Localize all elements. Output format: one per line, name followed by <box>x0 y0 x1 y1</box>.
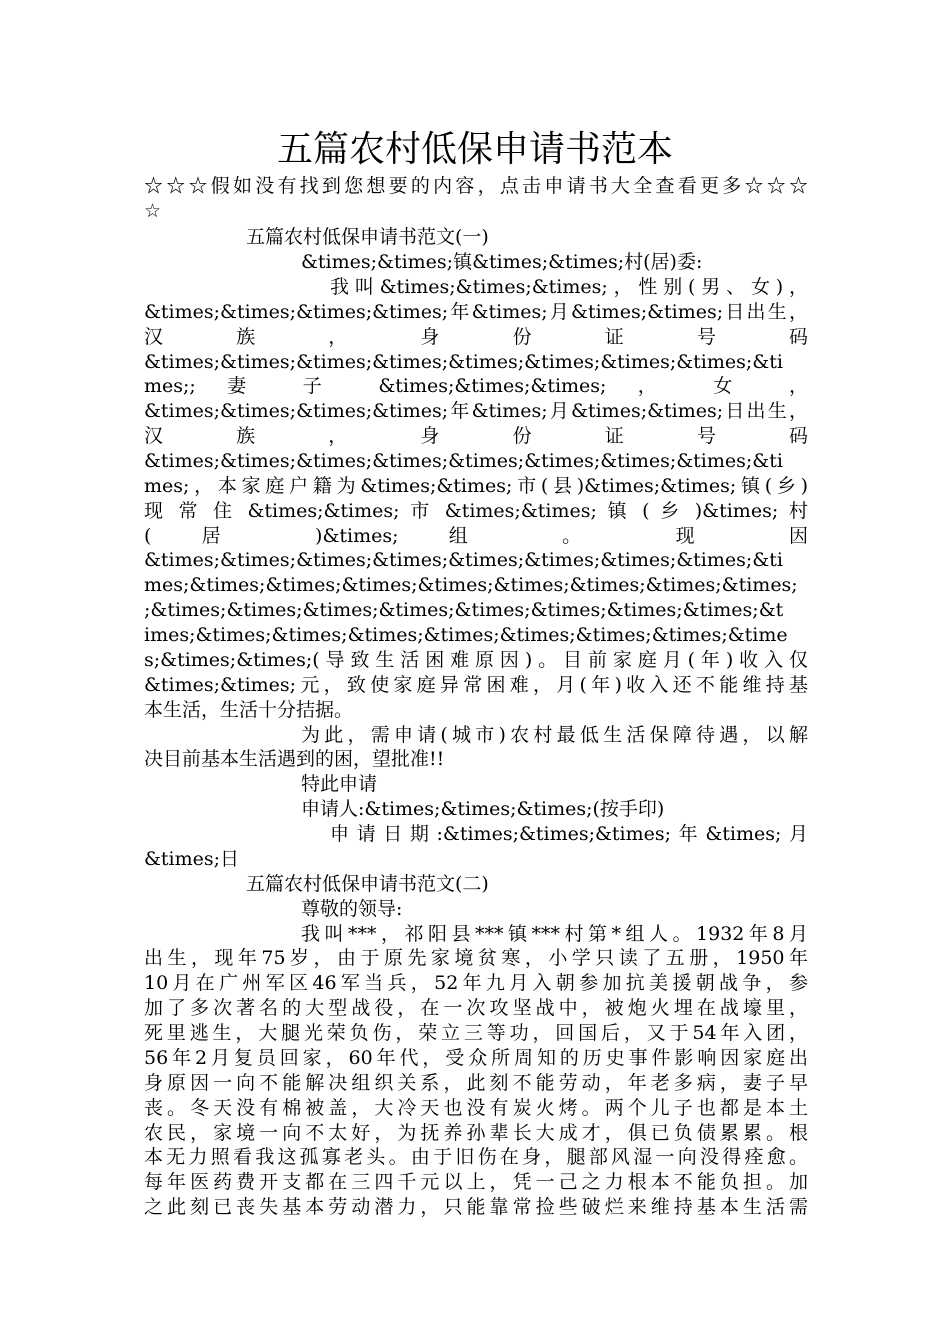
body-line: &times;&times;&times;&times;&times;&times;&times;&times;&ti <box>144 351 783 373</box>
body-line: 56年2月复员回家，60年代，受众所周知的历史事件影响因家庭出 <box>144 1047 808 1069</box>
document-title: 五篇农村低保申请书范本 <box>276 129 673 170</box>
applicant-line: 申请人:&times;&times;&times;(按手印) <box>301 798 665 820</box>
body-line: 汉 族 ， 身 份 证 号 码 <box>144 326 808 348</box>
body-line: mes;; 妻 子 &times;&times;&times; ， 女 ， <box>144 375 808 397</box>
date-line: 申请日期:&times;&times;&times;年&times;月 <box>330 823 808 845</box>
body-line: 每年医药费开支都在三四千元以上，凭一己之力根本不能负担。加 <box>144 1171 808 1193</box>
body-line: 加了多次著名的大型战役，在一次攻坚战中，被炮火埋在战壕里， <box>144 997 808 1019</box>
body-line: 本生活，生活十分拮据。 <box>144 699 354 721</box>
closing-line: 特此申请 <box>301 773 378 795</box>
body-line: 汉 族 ， 身 份 证 号 码 <box>144 425 808 447</box>
salutation-1: &times;&times;镇&times;&times;村(居)委: <box>301 251 703 273</box>
body-line: mes;&times;&times;&times;&times;&times;&times;&times;&times; <box>144 574 798 596</box>
body-line: 之此刻已丧失基本劳动潜力，只能靠常捡些破烂来维持基本生活需 <box>144 1196 808 1218</box>
body-line: mes;，本家庭户籍为&times;&times;市(县)&times;&times;镇(乡) <box>144 475 808 497</box>
body-line: s;&times;&times;(导致生活困难原因)。目前家庭月(年)收入仅 <box>144 649 808 671</box>
body-line: 我叫&times;&times;&times;，性别(男、女)， <box>330 276 808 298</box>
body-line: ( 居 )&times; 组 。 现 因 <box>144 525 808 547</box>
body-line: 我叫***，祁阳县***镇***村第*组人。1932年8月 <box>301 923 808 945</box>
body-line: &times;&times;&times;&times;&times;&times;&times;&times;&ti <box>144 549 783 571</box>
date-line-cont: &times;日 <box>144 848 240 870</box>
body-line: 现 常 住 &times;&times; 市 &times;&times; 镇 ( 乡 )&times; 村 <box>144 500 808 522</box>
body-line: &times;&times;&times;&times;&times;&times;&times;&times;&ti <box>144 450 783 472</box>
notice-line-cont: ☆ <box>144 200 162 222</box>
body-line: &times;&times;&times;&times;年&times;月&times;&times;日出生， <box>144 400 808 422</box>
salutation-2: 尊敬的领导: <box>301 898 403 920</box>
body-line: 身原因一向不能解决组织关系，此刻不能劳动，年老多病，妻子早 <box>144 1072 808 1094</box>
body-line: &times;&times;元，致使家庭异常困难，月(年)收入还不能维持基 <box>144 674 808 696</box>
body-line: ;&times;&times;&times;&times;&times;&times;&times;&times;&t <box>144 599 784 621</box>
body-line: &times;&times;&times;&times;年&times;月&times;&times;日出生， <box>144 301 808 323</box>
body-line: 10月在广州军区46军当兵，52年九月入朝参加抗美援朝战争，参 <box>144 972 808 994</box>
notice-line[interactable]: ☆☆☆假如没有找到您想要的内容，点击申请书大全查看更多☆☆☆ <box>144 175 808 197</box>
body-line: imes;&times;&times;&times;&times;&times;&times;&times;&time <box>144 624 788 646</box>
section-heading-1: 五篇农村低保申请书范文(一) <box>246 226 489 248</box>
body-line: 农民，家境一向不太好，为抚养孙辈长大成才，俱已负债累累。根 <box>144 1122 808 1144</box>
body-line: 本无力照看我这孤寡老头。由于旧伤在身，腿部风湿一向没得痊愈。 <box>144 1146 808 1168</box>
body-line: 为此，需申请(城市)农村最低生活保障待遇，以解 <box>301 724 808 746</box>
body-line: 死里逃生，大腿光荣负伤，荣立三等功，回国后，又于54年入团， <box>144 1022 808 1044</box>
body-line: 决目前基本生活遇到的困，望批准!! <box>144 748 445 770</box>
body-line: 出生，现年75岁，由于原先家境贫寒，小学只读了五册，1950年 <box>144 947 808 969</box>
body-line: 丧。冬天没有棉被盖，大冷天也没有炭火烤。两个儿子也都是本土 <box>144 1097 808 1119</box>
section-heading-2: 五篇农村低保申请书范文(二) <box>246 873 489 895</box>
